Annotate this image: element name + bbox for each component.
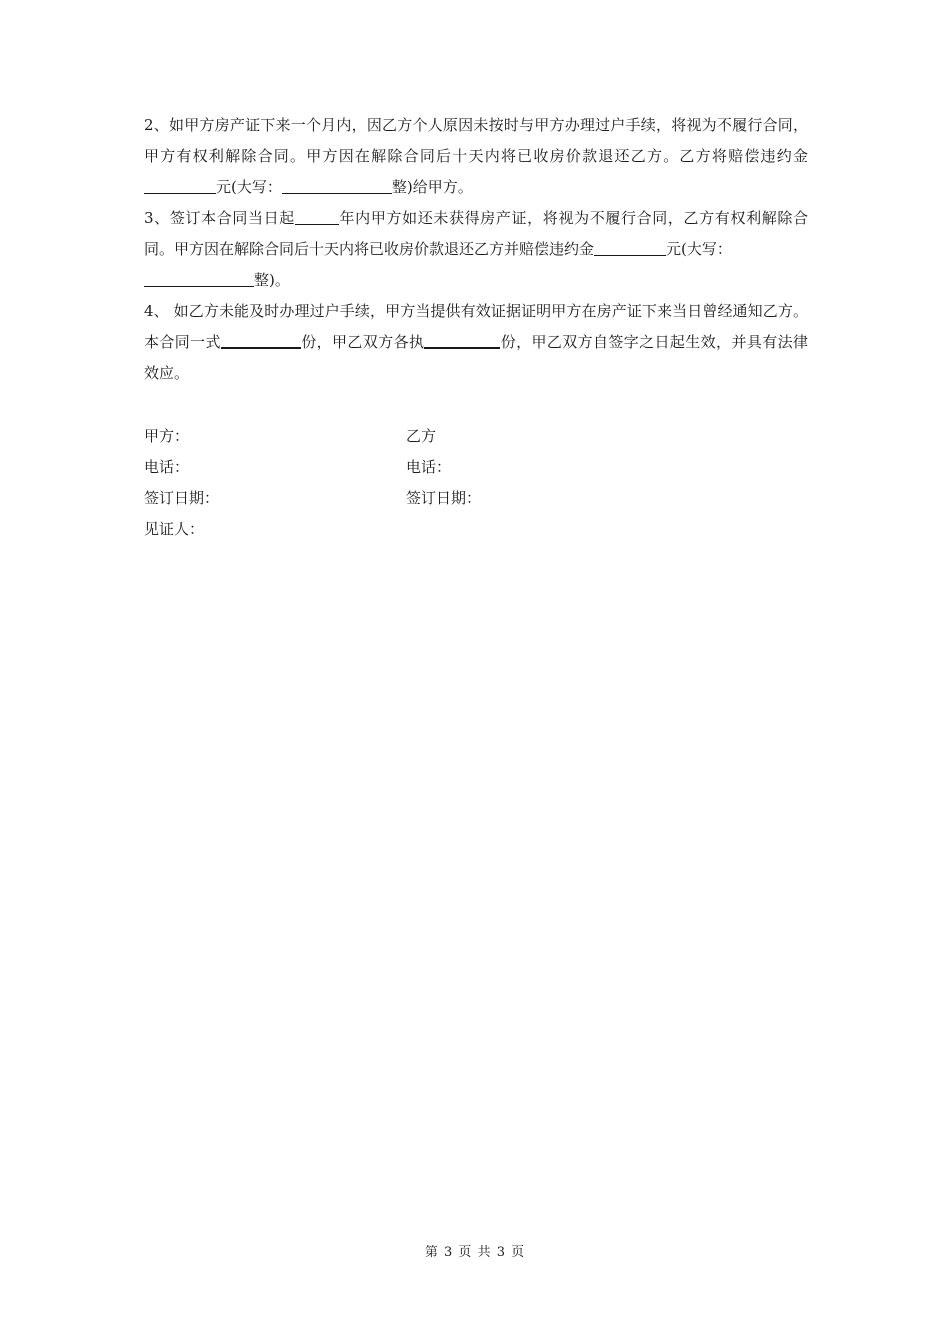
clause-3-text-4: 整)。 — [254, 271, 290, 289]
signature-row-date — [144, 483, 808, 514]
clause-3-text-2: 年内甲方如还未获得房产证，将视为不履行合同，乙方有权利解除合同。甲方因在解除合同后十天内将已收房价款退还乙方并赔偿违约金 — [144, 209, 808, 258]
copies-total-blank — [221, 331, 301, 349]
signature-block — [144, 421, 808, 545]
clause-4-text-1: 4、 如乙方未能及时办理过户手续，甲方当提供有效证据证明甲方在房产证下来当日曾经通知乙方。本合同一式 — [144, 302, 808, 351]
signature-row-witness — [144, 514, 808, 545]
signature-row-party — [144, 421, 808, 452]
penalty-amount-blank-2 — [594, 239, 666, 256]
penalty-amount-blank — [144, 177, 216, 194]
clause-4-text-2: 份，甲乙双方各执 — [300, 333, 425, 351]
clause-3-text-3: 元(大写： — [666, 240, 732, 258]
clause-4-text-3: 份，甲乙双方自签字之日起生效，并具有法律效应。 — [144, 333, 808, 382]
party-a-label: 甲方： — [144, 427, 190, 445]
party-b-phone-label: 电话： — [406, 458, 452, 476]
signature-row-phone — [144, 452, 808, 483]
clause-2-text-2: 元(大写： — [216, 178, 282, 196]
clause-2-text-1: 2、如甲方房产证下来一个月内，因乙方个人原因未按时与甲方办理过户手续，将视为不履行合同，甲方有权利解除合同。甲方因在解除合同后十天内将已收房价款退还乙方。乙方将赔偿违约金 — [144, 116, 808, 165]
page-number: 第 3 页 共 3 页 — [424, 1245, 526, 1260]
clause-4 — [144, 296, 808, 389]
clause-3 — [144, 203, 808, 296]
page-footer — [0, 1241, 950, 1260]
penalty-amount-words-blank-2 — [144, 270, 254, 287]
contract-body — [144, 110, 808, 389]
party-b-date-label: 签订日期： — [406, 489, 482, 507]
copies-each-blank — [424, 331, 500, 349]
party-a-date-label: 签订日期： — [144, 489, 220, 507]
clause-2-text-3: 整)给甲方。 — [391, 178, 473, 196]
clause-3-text-1: 3、签订本合同当日起 — [144, 209, 295, 227]
party-b-label: 乙方 — [406, 427, 437, 445]
witness-label: 见证人： — [144, 520, 205, 538]
years-blank — [295, 208, 339, 225]
party-a-phone-label: 电话： — [144, 458, 190, 476]
clause-2 — [144, 110, 808, 203]
penalty-amount-words-blank — [282, 177, 392, 194]
